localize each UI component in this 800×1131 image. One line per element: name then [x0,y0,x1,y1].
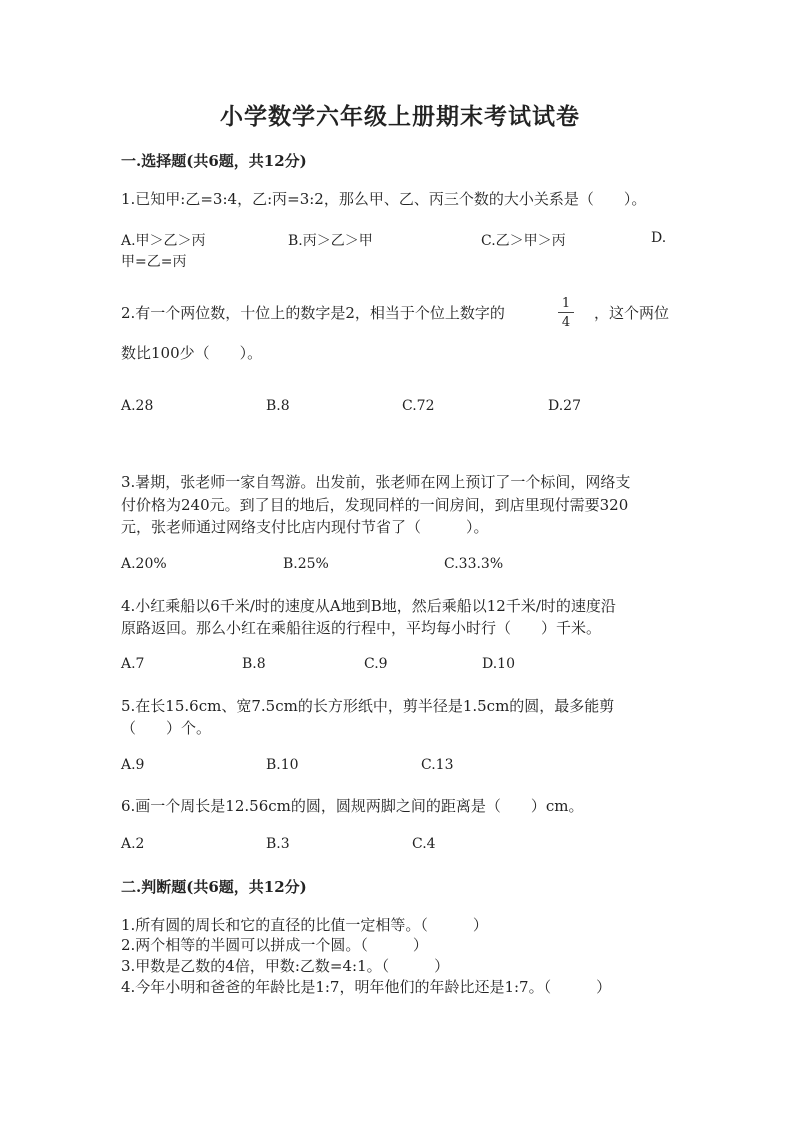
question-2-line-2: 数比100少（ ）。 [121,344,263,362]
question-3-line-2: 付价格为240元。到了目的地后，发现同样的一间房间，到店里现付需要320 [121,496,629,514]
q4-option-c: C.9 [364,656,388,672]
question-2-part-2: ，这个两位 [594,304,670,322]
question-4-line-2: 原路返回。那么小红在乘船往返的行程中，平均每小时行（ ）千米。 [121,619,602,637]
page-title: 小学数学六年级上册期末考试试卷 [220,103,580,130]
question-6: 6.画一个周长是12.56cm的圆，圆规两脚之间的距离是（ ）cm。 [121,797,584,815]
q2-option-c: C.72 [402,398,435,414]
question-3-line-1: 3.暑期，张老师一家自驾游。出发前，张老师在网上预订了一个标间，网络支 [121,473,631,491]
q6-option-c: C.4 [412,836,436,852]
q2-option-d: D.27 [548,398,581,414]
question-4-line-1: 4.小红乘船以6千米/时的速度从A地到B地，然后乘船以12千米/时的速度沿 [121,597,616,615]
q6-option-b: B.3 [266,836,290,852]
section-heading-choice: 一.选择题(共6题，共12分) [121,152,307,170]
question-1: 1.已知甲:乙=3:4，乙:丙=3:2，那么甲、乙、丙三个数的大小关系是（ ）。 [121,190,647,208]
q5-option-c: C.13 [421,757,454,773]
q5-option-b: B.10 [266,757,299,773]
judge-item-3: 3.甲数是乙数的4倍，甲数:乙数=4:1。（ ） [121,957,450,975]
question-3-line-3: 元，张老师通过网络支付比店内现付节省了（ ）。 [121,518,489,536]
fraction-one-quarter [558,296,574,330]
fraction-denominator: 4 [561,315,571,330]
q6-option-a: A.2 [121,836,145,852]
q4-option-d: D.10 [482,656,515,672]
q4-option-b: B.8 [242,656,266,672]
q1-option-b: B.丙＞乙＞甲 [288,233,373,249]
q2-option-a: A.28 [121,398,154,414]
q1-option-a: A.甲＞乙＞丙 [121,233,206,249]
q2-option-b: B.8 [266,398,290,414]
q5-option-a: A.9 [121,757,145,773]
q3-option-b: B.25% [283,556,329,572]
question-5-line-1: 5.在长15.6cm、宽7.5cm的长方形纸中，剪半径是1.5cm的圆，最多能剪 [121,697,615,715]
q4-option-a: A.7 [121,656,145,672]
judge-item-1: 1.所有圆的周长和它的直径的比值一定相等。（ ） [121,916,488,934]
judge-item-4: 4.今年小明和爸爸的年龄比是1:7，明年他们的年龄比还是1:7。（ ） [121,978,612,996]
question-2-part-1: 2.有一个两位数，十位上的数字是2，相当于个位上数字的 [121,304,505,322]
q1-option-c: C.乙＞甲＞丙 [481,233,566,249]
q3-option-a: A.20% [121,556,167,572]
q1-option-d-label: D. [651,230,667,246]
judge-item-2: 2.两个相等的半圆可以拼成一个圆。（ ） [121,936,428,954]
fraction-numerator: 1 [558,296,574,313]
question-5-line-2: （ ）个。 [121,719,212,737]
q1-option-d-text: 甲=乙=丙 [121,254,187,270]
section-heading-judge: 二.判断题(共6题，共12分) [121,878,307,896]
q3-option-c: C.33.3% [444,556,504,572]
